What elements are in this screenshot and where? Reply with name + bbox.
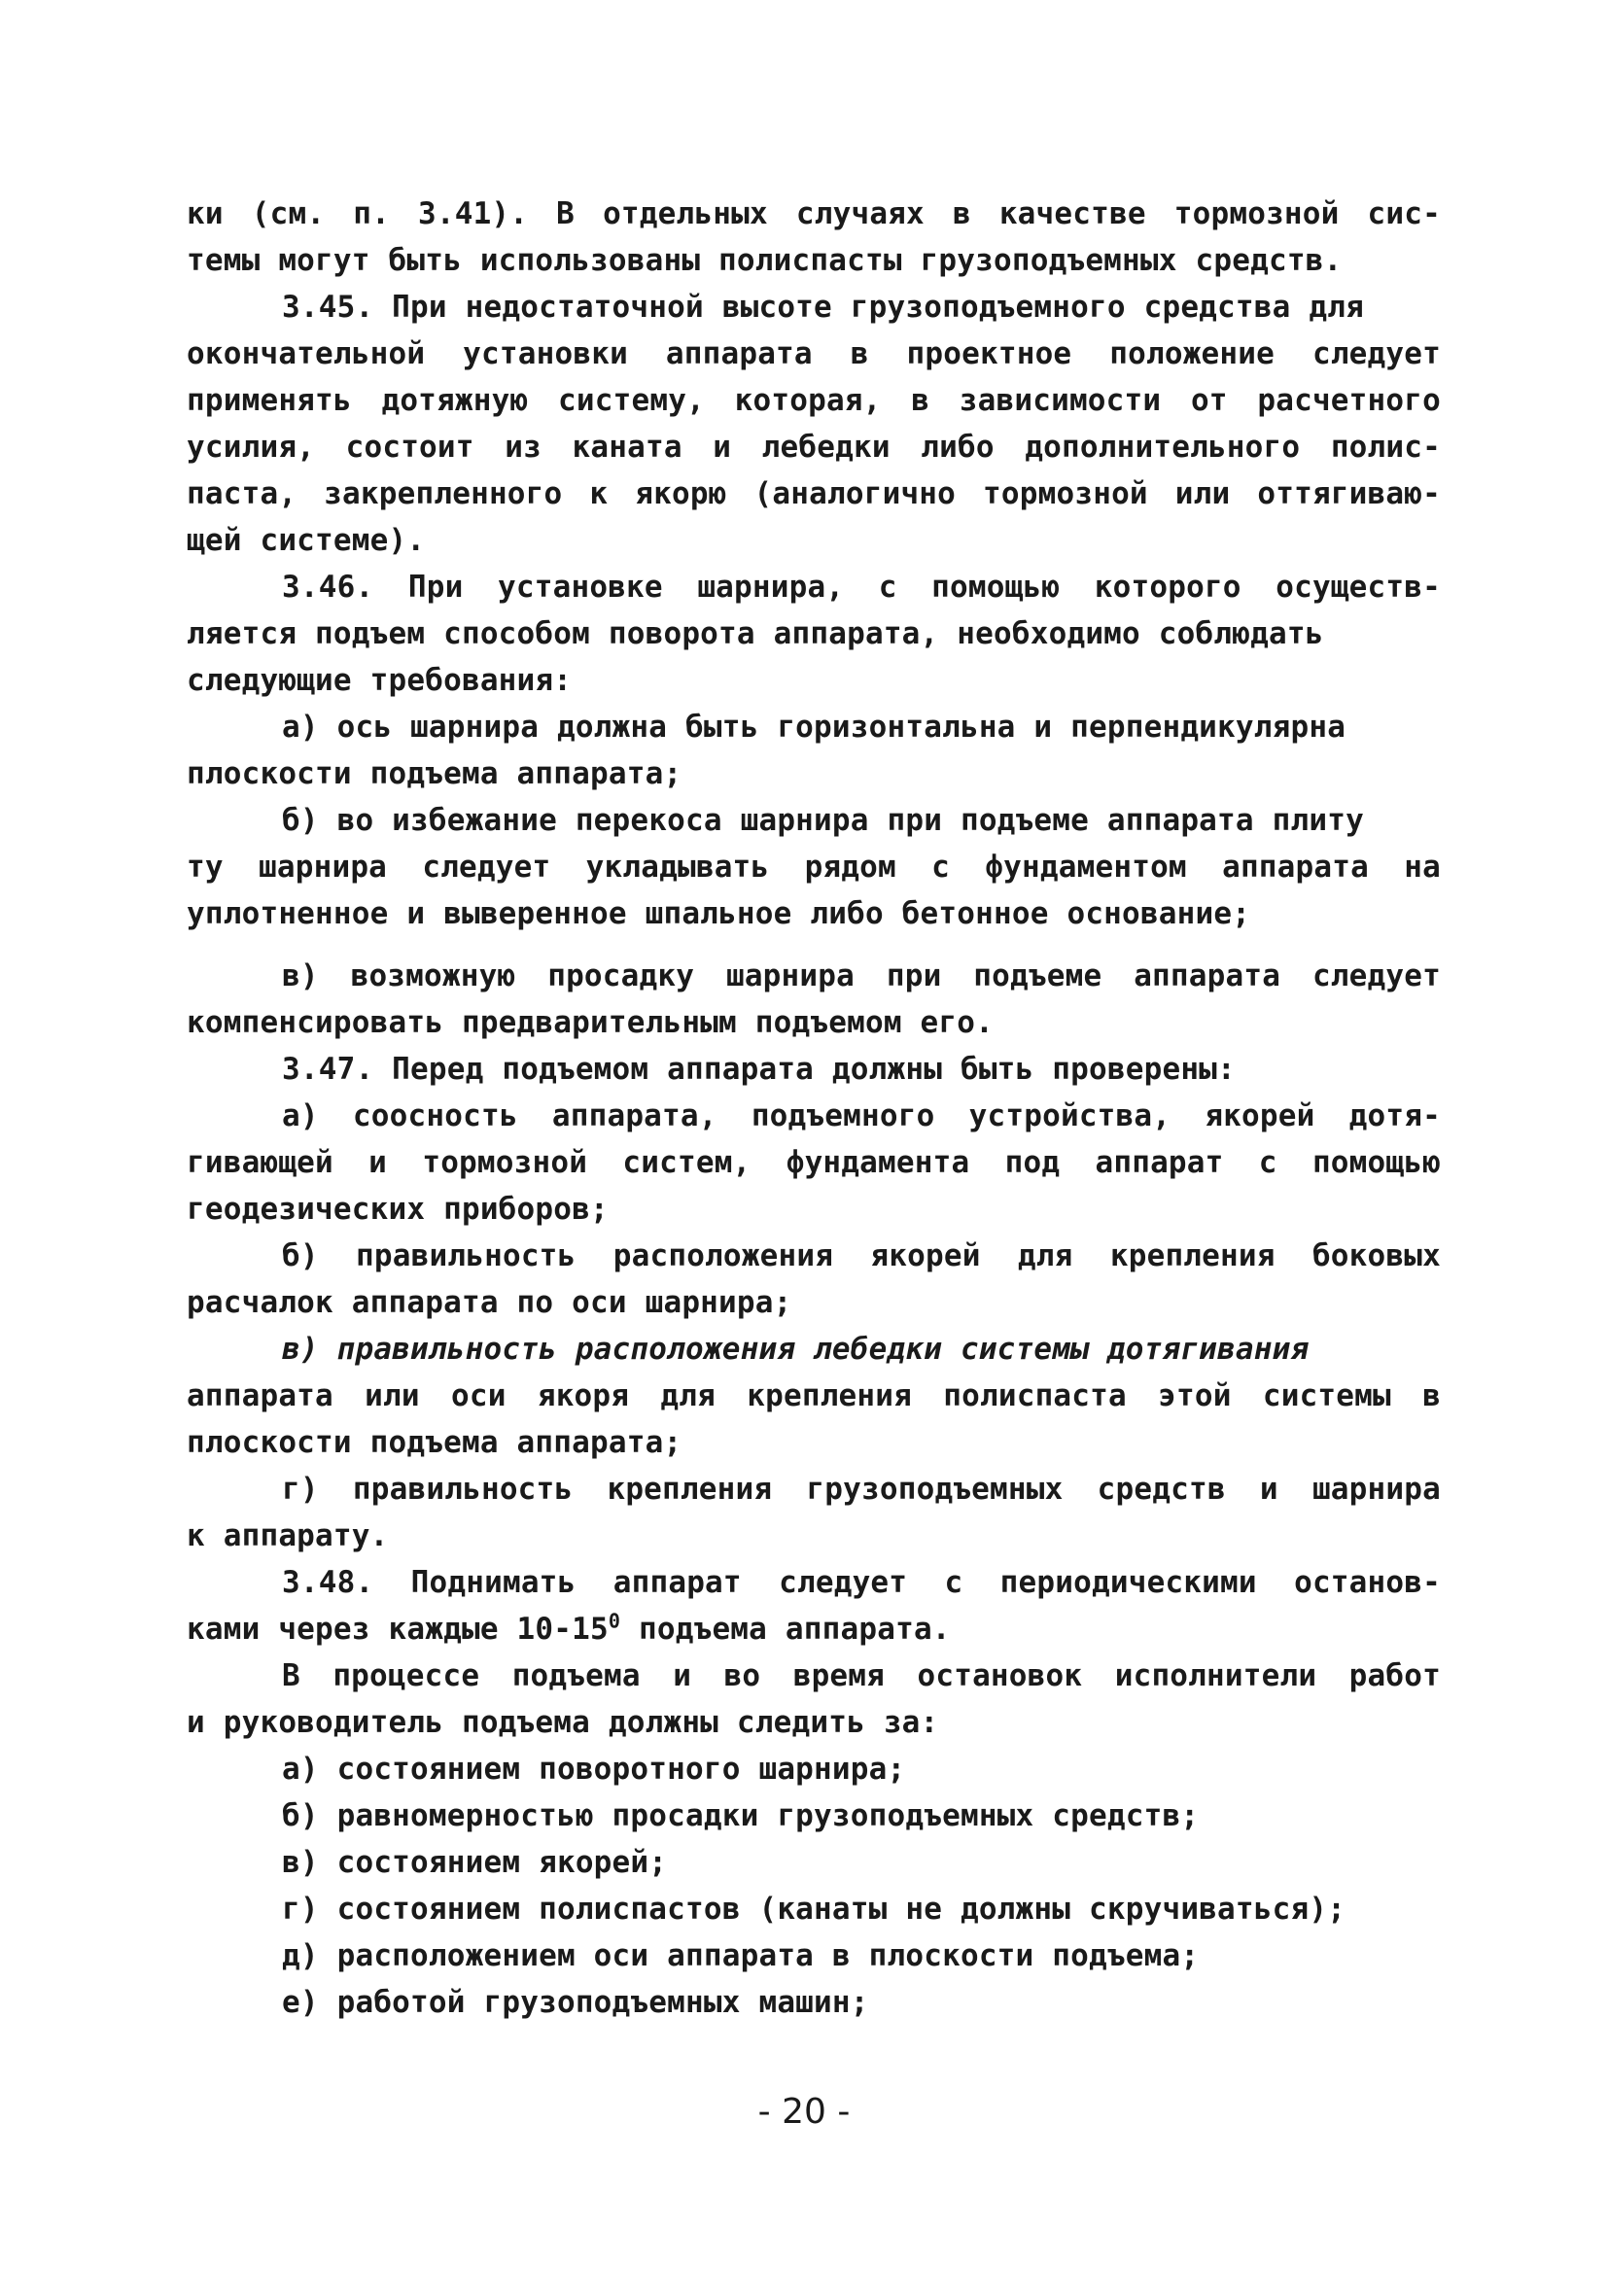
list-item-v: в) возможную просадку шарнира при подъеме аппарата следует — [282, 958, 1441, 993]
page-number: - 20 - — [757, 2092, 851, 2132]
list-item-v: в) состоянием якорей; — [282, 1845, 668, 1880]
paragraph-start: В процессе подъема и во время остановок исполнители работ — [282, 1658, 1441, 1693]
list-item-e: е) работой грузоподъемных машин; — [282, 1985, 869, 2020]
text-line: и руководитель подъема должны следить за: — [187, 1705, 939, 1740]
text-line-with-degree — [187, 1606, 1441, 1652]
list-item-d: д) расположением оси аппарата в плоскости подъема; — [282, 1938, 1200, 1973]
text-line: аппарата или оси якоря для крепления полиспаста этой системы в — [187, 1378, 1441, 1413]
spacer — [187, 937, 1441, 953]
text-line: компенсировать предварительным подъемом его. — [187, 1005, 994, 1040]
text-line: следующие требования: — [187, 663, 573, 698]
paragraph-3-48-start: 3.48. Поднимать аппарат следует с периодическими останов- — [282, 1565, 1441, 1600]
text-line: окончательной установки аппарата в проектное положение следует — [187, 336, 1441, 371]
text-line: плоскости подъема аппарата; — [187, 1425, 682, 1460]
list-item-g: г) состоянием полиспастов (канаты не должны скручиваться); — [282, 1892, 1346, 1927]
list-item-b: б) правильность расположения якорей для крепления боковых — [282, 1238, 1441, 1273]
text-line: темы могут быть использованы полиспасты грузоподъемных средств. — [187, 243, 1343, 278]
list-item-b: б) равномерностью просадки грузоподъемных средств; — [282, 1798, 1200, 1833]
text-line: ки (см. п. 3.41). В отдельных случаях в качестве тормозной сис- — [187, 196, 1441, 231]
text-line: ляется подъем способом поворота аппарата, необходимо соблюдать — [187, 616, 1324, 651]
paragraph-3-47-start: 3.47. Перед подъемом аппарата должны быть проверены: — [282, 1052, 1236, 1087]
list-item-a: а) состоянием поворотного шарнира; — [282, 1752, 906, 1787]
text-line: применять дотяжную систему, которая, в зависимости от расчетного — [187, 383, 1441, 418]
degree-superscript: 0 — [608, 1609, 621, 1633]
text-line: к аппарату. — [187, 1518, 389, 1553]
list-item-a: а) ось шарнира должна быть горизонтальна и перпендикулярна — [282, 710, 1346, 745]
text-line: усилия, состоит из каната и лебедки либо дополнительного полис- — [187, 430, 1441, 465]
line-text: ками через каждые 10-15 — [187, 1612, 609, 1647]
text-line: уплотненное и выверенное шпальное либо бетонное основание; — [187, 896, 1251, 931]
text-line: плоскости подъема аппарата; — [187, 756, 682, 791]
paragraph-3-45-start: 3.45. При недостаточной высоте грузоподъемного средства для — [282, 290, 1364, 325]
list-item-v: в) правильность расположения лебедки системы дотягивания — [282, 1332, 1310, 1367]
line-text-continuation: подъема аппарата. — [620, 1612, 951, 1647]
text-line: геодезических приборов; — [187, 1192, 609, 1227]
text-line: гивающей и тормозной систем, фундамента под аппарат с помощью — [187, 1145, 1441, 1180]
list-item-b: б) во избежание перекоса шарнира при подъеме аппарата плиту — [282, 803, 1364, 838]
text-line: расчалок аппарата по оси шарнира; — [187, 1285, 792, 1320]
paragraph-3-46-start: 3.46. При установке шарнира, с помощью которого осуществ- — [282, 570, 1441, 605]
list-item-g: г) правильность крепления грузоподъемных средств и шарнира — [282, 1472, 1441, 1507]
text-line: паста, закрепленного к якорю (аналогично тормозной или оттягиваю- — [187, 476, 1441, 511]
list-item-a: а) соосность аппарата, подъемного устройства, якорей дотя- — [282, 1098, 1441, 1133]
text-line: щей системе). — [187, 523, 426, 558]
document-body — [187, 191, 1441, 2026]
text-line: ту шарнира следует укладывать рядом с фундаментом аппарата на — [187, 850, 1441, 885]
